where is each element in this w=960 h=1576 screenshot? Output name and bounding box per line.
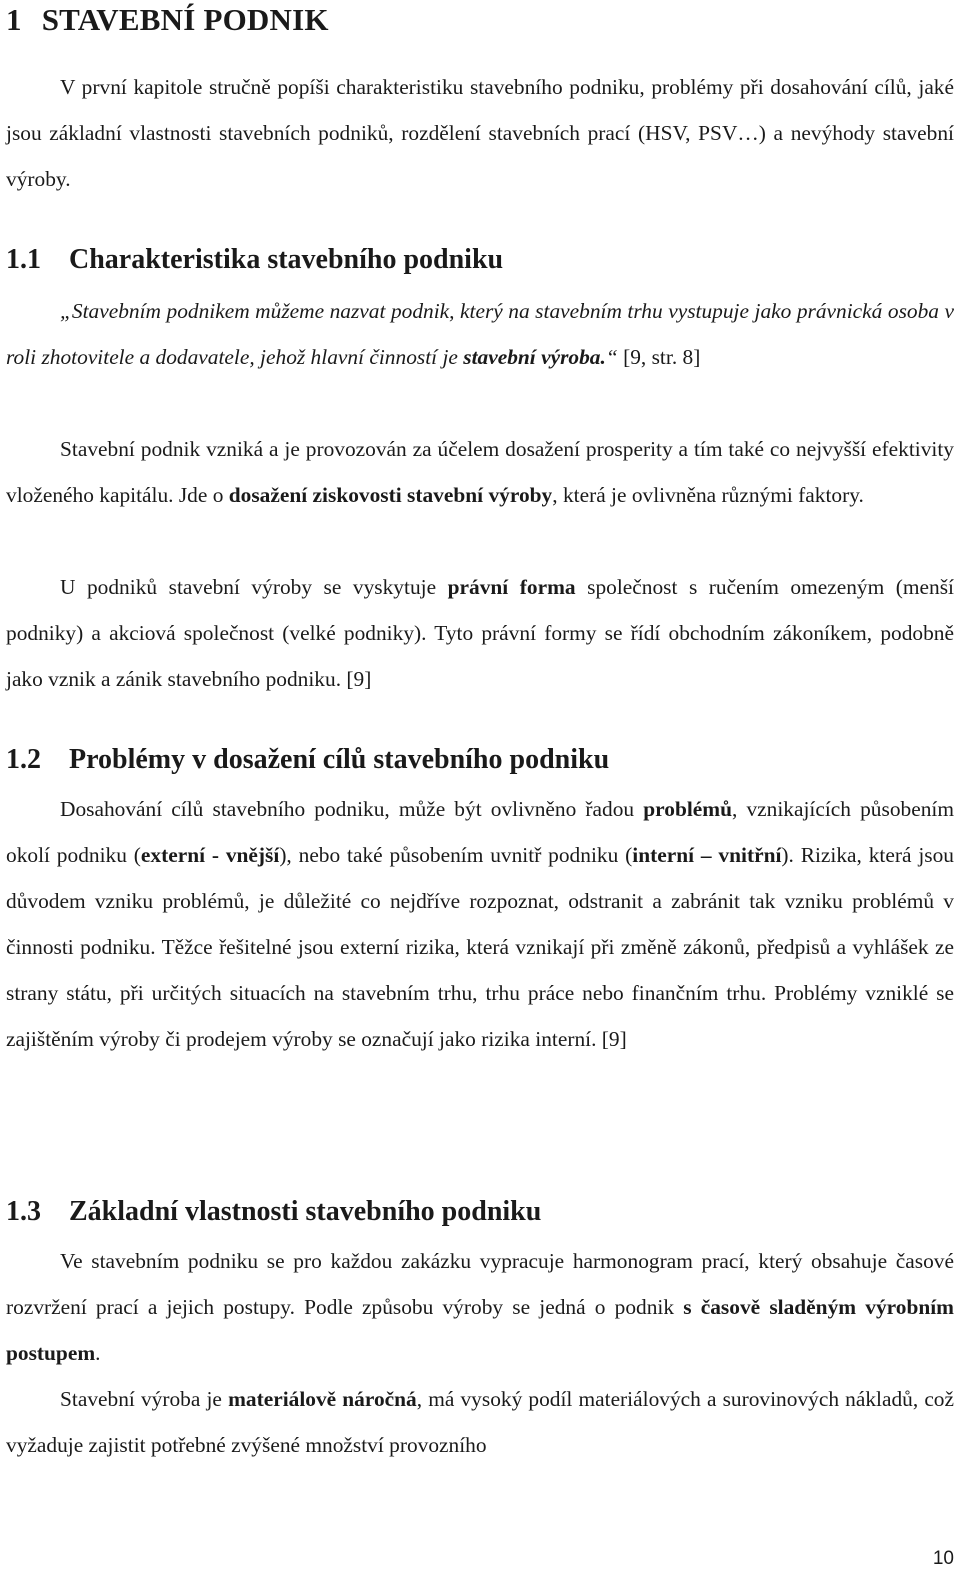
section-title: Charakteristika stavebního podniku <box>69 244 504 275</box>
paragraph-material <box>6 1376 954 1468</box>
text-run: U podniků stavební výroby se vyskytuje <box>60 575 448 599</box>
chapter-number: 1 <box>6 2 22 37</box>
text-run: společnost s ručením omezeným (menší podniky) a akciová společnost (velké podniky). Tyto právní formy se řídí obchodním zákoníkem, podobně jako vznik a zánik stavebního podniku. [9] <box>6 575 954 691</box>
quote-text: „Stavebním podnikem můžeme nazvat podnik, který na stavebním trhu vystupuje jako právnická osoba v roli zhotovitele a dodavatele, jehož hlavní činností je <box>6 299 954 369</box>
text-run: ), nebo také působením uvnitř podniku ( <box>279 843 633 867</box>
section-heading-1-1 <box>6 244 503 276</box>
quote-close: “ <box>605 345 618 369</box>
section-number: 1.2 <box>6 744 41 775</box>
paragraph-problems <box>6 786 954 1062</box>
quote-emphasis: stavební výroba. <box>463 345 606 369</box>
bold-run: s časově sladěným výrobním postupem <box>6 1295 955 1365</box>
text-run: . <box>95 1341 101 1365</box>
section-heading-1-3 <box>6 1196 541 1228</box>
bold-run: externí - vnější <box>140 843 280 867</box>
bold-run: materiálově náročná <box>228 1387 417 1411</box>
quote-reference: [9, str. 8] <box>617 345 701 369</box>
definition-quote <box>6 288 954 380</box>
bold-run: dosažení ziskovosti stavební výroby <box>228 483 553 507</box>
paragraph-prosperity <box>6 426 954 518</box>
text-run: Stavební podnik vzniká a je provozován za účelem dosažení prosperity a tím také co nejvyšší efektivity vloženého kapitálu. Jde o <box>6 437 954 507</box>
text-run: , vznikajících působením okolí podniku ( <box>6 797 954 867</box>
bold-run: interní – vnitřní <box>632 843 782 867</box>
section-title: Základní vlastnosti stavebního podniku <box>69 1196 542 1227</box>
section-heading-1-2 <box>6 744 609 776</box>
bold-run: právní forma <box>447 575 576 599</box>
text-run: Ve stavebním podniku se pro každou zakázku vypracuje harmonogram prací, který obsahuje časové rozvržení prací a jejich postupy. Podle způsobu výroby se jedná o podnik <box>6 1249 954 1319</box>
page-number: 10 <box>932 1548 954 1569</box>
bold-run: problémů <box>643 797 732 821</box>
paragraph-legal-form <box>6 564 954 702</box>
chapter-heading <box>6 2 329 38</box>
paragraph-schedule <box>6 1238 954 1376</box>
text-run: , která je ovlivněna různými faktory. <box>552 483 864 507</box>
text-run: Dosahování cílů stavebního podniku, může být ovlivněno řadou <box>60 797 644 821</box>
section-number: 1.1 <box>6 244 41 275</box>
intro-paragraph: V první kapitole stručně popíši charakteristiku stavebního podniku, problémy při dosahování cílů, jaké jsou základní vlastnosti stavebních podniků, rozdělení stavebních prací (HSV, PSV…) a nevýhody stavební výroby. <box>6 75 954 191</box>
section-title: Problémy v dosažení cílů stavebního podniku <box>69 744 610 775</box>
text-run: , má vysoký podíl materiálových a surovinových nákladů, což vyžaduje zajistit potřebné zvýšené množství provozního <box>6 1387 955 1457</box>
text-run: ). Rizika, která jsou důvodem vzniku problémů, je důležité co nejdříve rozpoznat, odstranit a zabránit tak vzniku problémů v činnosti podniku. Těžce řešitelné jsou externí rizika, která vznikají při změně zákonů, předpisů a vyhlášek ze strany státu, při určitých situacích na stavebním trhu, trhu práce nebo finančním trhu. Problémy vzniklé se zajištěním výroby či prodejem výroby se označují jako rizika interní. [9] <box>6 843 954 1051</box>
section-number: 1.3 <box>6 1196 41 1227</box>
text-run: Stavební výroba je <box>60 1387 229 1411</box>
chapter-title: STAVEBNÍ PODNIK <box>41 2 329 37</box>
